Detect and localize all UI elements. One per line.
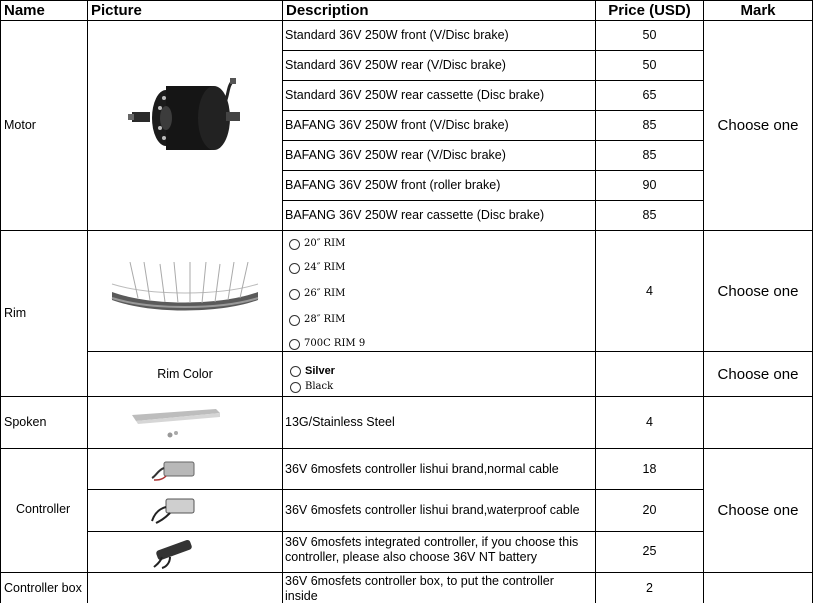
controller-desc-2: 36V 6mosfets controller lishui brand,waterproof cable — [285, 503, 580, 517]
rim-price: 4 — [646, 284, 653, 298]
radio-circle-icon — [289, 339, 300, 350]
motor-price-3: 65 — [642, 88, 657, 102]
rim-color-silver[interactable]: Silver — [290, 365, 335, 377]
rim-color-mark: Choose one — [717, 366, 799, 383]
motor-price-6: 90 — [642, 178, 657, 192]
controller-price-1: 18 — [642, 462, 657, 476]
rim-name: Rim — [4, 306, 27, 320]
spoken-price: 4 — [646, 415, 653, 429]
rim-image — [110, 262, 260, 322]
controller-box-price: 2 — [646, 581, 653, 595]
controller-normal-image — [150, 458, 200, 482]
header-price: Price (USD) — [608, 2, 691, 19]
motor-price-1: 50 — [642, 28, 657, 42]
controller-integrated-image — [152, 535, 198, 569]
motor-name: Motor — [4, 118, 36, 132]
rim-option-28[interactable]: 28″ RIM — [289, 314, 345, 326]
rim-option-26[interactable]: 26″ RIM — [289, 288, 345, 300]
controller-desc-3-line2: controller, please also choose 36V NT battery — [285, 550, 537, 564]
radio-circle-icon — [289, 315, 300, 326]
controller-mark: Choose one — [717, 502, 799, 519]
radio-circle-icon — [290, 366, 301, 377]
motor-mark: Choose one — [717, 117, 799, 134]
motor-price-4: 85 — [642, 118, 657, 132]
controller-name: Controller — [16, 502, 71, 516]
controller-box-desc-line1: 36V 6mosfets controller box, to put the controller — [285, 574, 554, 588]
radio-circle-icon — [289, 289, 300, 300]
spoke-image — [130, 405, 222, 441]
controller-waterproof-image — [150, 495, 200, 525]
controller-price-3: 25 — [642, 544, 657, 558]
header-description: Description — [286, 2, 369, 19]
motor-desc-6: BAFANG 36V 250W front (roller brake) — [285, 178, 501, 192]
radio-circle-icon — [289, 239, 300, 250]
rim-option-20[interactable]: 20″ RIM — [289, 238, 345, 250]
hub-motor-image — [126, 78, 248, 162]
motor-price-7: 85 — [642, 208, 657, 222]
radio-circle-icon — [289, 263, 300, 274]
motor-desc-3: Standard 36V 250W rear cassette (Disc brake) — [285, 88, 545, 102]
header-picture: Picture — [91, 2, 142, 19]
rim-color-black[interactable]: Black — [290, 381, 333, 393]
motor-price-2: 50 — [642, 58, 657, 72]
motor-desc-5: BAFANG 36V 250W rear (V/Disc brake) — [285, 148, 506, 162]
motor-desc-4: BAFANG 36V 250W front (V/Disc brake) — [285, 118, 509, 132]
motor-desc-2: Standard 36V 250W rear (V/Disc brake) — [285, 58, 506, 72]
rim-color-label: Rim Color — [157, 367, 213, 381]
rim-option-24[interactable]: 24″ RIM — [289, 262, 345, 274]
spoken-name: Spoken — [4, 415, 47, 429]
controller-desc-3-line1: 36V 6mosfets integrated controller, if you choose this — [285, 535, 579, 549]
header-mark: Mark — [740, 2, 776, 19]
controller-box-name: Controller box — [4, 581, 82, 595]
controller-desc-1: 36V 6mosfets controller lishui brand,normal cable — [285, 462, 559, 476]
header-name: Name — [4, 2, 45, 19]
rim-option-700c[interactable]: 700C RIM 9 — [289, 338, 365, 350]
rim-mark: Choose one — [717, 283, 799, 300]
motor-desc-7: BAFANG 36V 250W rear cassette (Disc brake) — [285, 208, 545, 222]
radio-circle-icon — [290, 382, 301, 393]
spoken-desc: 13G/Stainless Steel — [285, 415, 395, 429]
motor-desc-1: Standard 36V 250W front (V/Disc brake) — [285, 28, 509, 42]
motor-price-5: 85 — [642, 148, 657, 162]
controller-box-desc-line2: inside — [285, 589, 318, 603]
controller-price-2: 20 — [642, 503, 657, 517]
